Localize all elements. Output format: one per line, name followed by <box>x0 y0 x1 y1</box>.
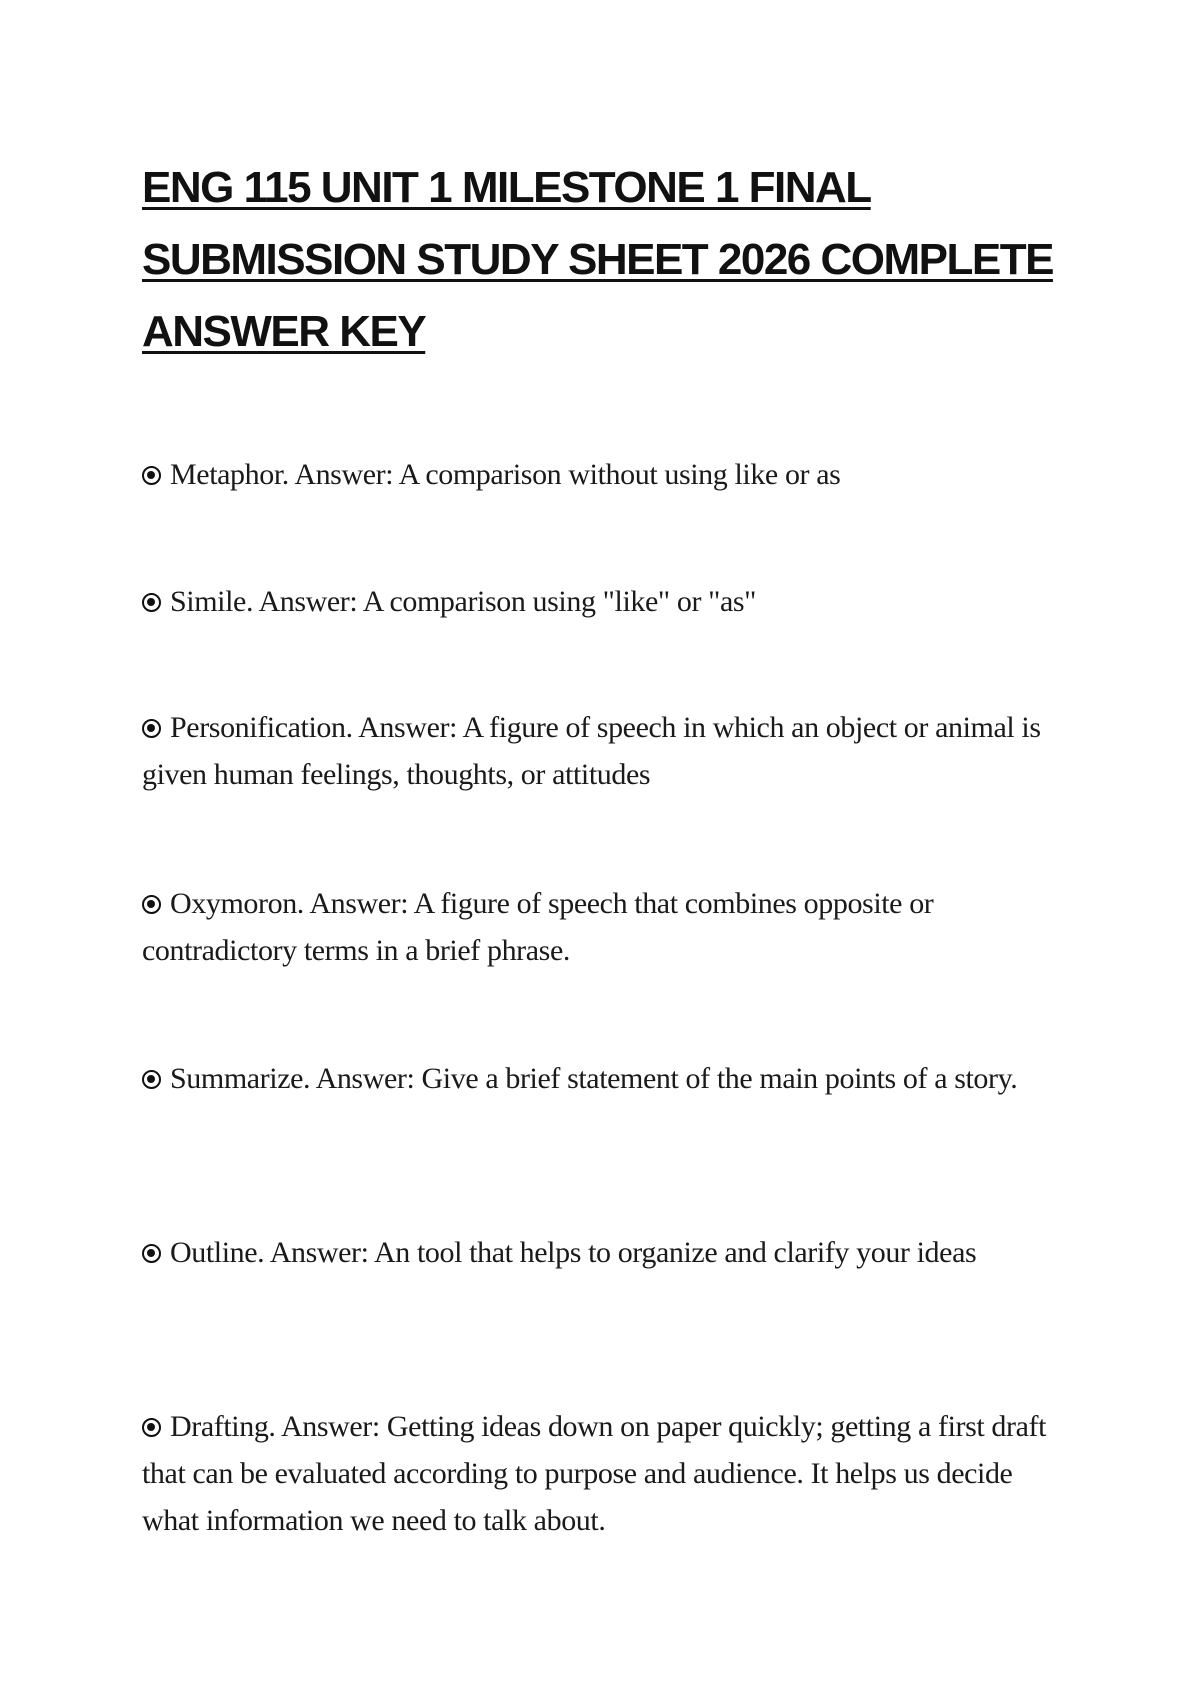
list-item <box>142 880 1072 974</box>
radio-bullet-icon <box>142 1244 161 1263</box>
list-item <box>142 704 1072 798</box>
item-text: Oxymoron. Answer: A figure of speech that combines opposite or contradictory terms in a brief phrase. <box>142 887 934 967</box>
item-text: Metaphor. Answer: A comparison without using like or as <box>170 458 841 491</box>
radio-bullet-icon <box>142 1070 161 1089</box>
list-item <box>142 1055 1072 1102</box>
item-text: Personification. Answer: A figure of speech in which an object or animal is given human feelings, thoughts, or attitudes <box>142 711 1041 791</box>
item-text: Simile. Answer: A comparison using "like" or "as" <box>170 585 757 618</box>
item-text: Outline. Answer: An tool that helps to organize and clarify your ideas <box>170 1236 977 1269</box>
document-title: ENG 115 UNIT 1 MILESTONE 1 FINAL SUBMISSION STUDY SHEET 2026 COMPLETE ANSWER KEY <box>142 163 1053 356</box>
list-item <box>142 578 1072 625</box>
radio-bullet-icon <box>142 593 161 612</box>
list-item <box>142 451 1072 498</box>
radio-bullet-icon <box>142 466 161 485</box>
item-text: Drafting. Answer: Getting ideas down on paper quickly; getting a first draft that can be evaluated according to purpose and audience. It helps us decide what information we need to talk about. <box>142 1410 1047 1537</box>
radio-bullet-icon <box>142 895 161 914</box>
item-text: Summarize. Answer: Give a brief statement of the main points of a story. <box>170 1062 1018 1095</box>
radio-bullet-icon <box>142 1418 161 1437</box>
list-item <box>142 1229 1072 1276</box>
list-item <box>142 1403 1072 1544</box>
radio-bullet-icon <box>142 719 161 738</box>
